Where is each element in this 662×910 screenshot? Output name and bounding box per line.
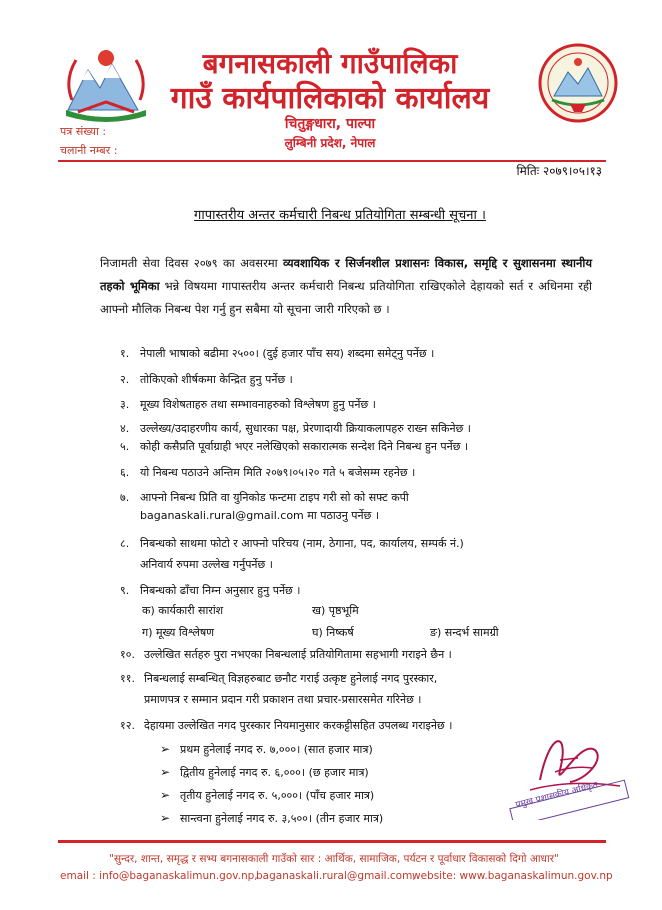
stamp-text: प्रमुख प्रशासकीय अधिकृत bbox=[514, 780, 600, 811]
condition-number: ६. bbox=[120, 466, 130, 479]
office-name: गाउँ कार्यपालिकाको कार्यालय bbox=[170, 81, 490, 116]
notice-title: गापास्तरीय अन्तर कर्मचारी निबन्ध प्रतियोगिता सम्बन्धी सूचना । bbox=[194, 208, 486, 223]
condition-text: कोही कसैप्रति पूर्वाग्राही भएर नलेखिएको सकारात्मक सन्देश दिने निबन्ध हुन पर्नेछ । bbox=[140, 440, 469, 453]
condition-text: मूख्य विशेषताहरु तथा सम्भावनाहरुको विश्लेषण हुनु पर्नेछ । bbox=[140, 398, 376, 411]
prize-item: सान्त्वना हुनेलाई नगद रु. ३,५००। (तीन हजार मात्र) bbox=[180, 812, 384, 825]
footer-motto: "सुन्दर, शान्त, समृद्ध र सभ्य बगनासकाली गाउँको सार : आर्थिक, सामाजिक, पर्यटन र पूर्वाधार विकासको दिगो आधार" bbox=[109, 853, 559, 865]
condition-text: निबन्धको ढाँचा निम्न अनुसार हुनु पर्नेछ । bbox=[140, 584, 301, 597]
condition-text: उल्लेखित सर्तहरु पुरा नभएका निबन्धलाई प्रतियोगितामा सहभागी गराइने छैन । bbox=[144, 648, 452, 661]
condition-text: निबन्धको साथमा फोटो र आफ्नो परिचय (नाम, ठेगाना, पद, कार्यालय, सम्पर्क नं.) bbox=[140, 537, 464, 550]
prize-item: प्रथम हुनेलाई नगद रु. ७,०००। (सात हजार मात्र) bbox=[180, 743, 373, 756]
condition-text: तोकिएको शीर्षकमा केन्द्रित हुनु पर्नेछ । bbox=[140, 373, 293, 386]
notice-intro: निजामती सेवा दिवस २०७९ का अवसरमा व्यवशायिक र सिर्जनशील प्रशासनः विकास, समृद्दि र सुशासनमा स्थानीय तहको भूमिका भन्ने विषयमा गापास्तरीय अन्तर कर्मचारी निबन्ध प्रतियोगिता राखिएकोले देहायको सर्त र अधिनमा रही आफ्नो मौलिक निबन्ध पेश गर्नु हुन सबैमा यो सूचना जारी गरिएको छ । bbox=[100, 256, 592, 316]
condition-text: यो निबन्ध पठाउने अन्तिम मिति २०७९।०५।२० गते ५ बजेसम्म रहनेछ । bbox=[140, 466, 416, 479]
condition-text-continued: baganaskali.rural@gmail.com मा पठाउनु पर्नेछ । bbox=[140, 509, 380, 522]
condition-number: ९. bbox=[120, 584, 130, 597]
issue-date: मितिः २०७९।०५।१३ bbox=[516, 164, 602, 178]
arrow-bullet-icon: ➢ bbox=[160, 765, 171, 779]
condition-number: ७. bbox=[120, 491, 130, 504]
condition-text: आफ्नो निबन्ध प्रिति वा युनिकोड फन्टमा टाइप गरी सो को सफ्ट कपी bbox=[140, 491, 409, 504]
condition-text: देहायमा उल्लेखित नगद पुरस्कार नियमानुसार करकट्टीसहित उपलब्ध गराइनेछ । bbox=[144, 719, 453, 732]
prize-item: द्वितीय हुनेलाई नगद रु. ६,०००। (छ हजार मात्र) bbox=[180, 766, 369, 779]
condition-number: १. bbox=[120, 347, 130, 360]
condition-text-continued: अनिवार्य रुपमा उल्लेख गर्नुपर्नेछ । bbox=[140, 558, 273, 571]
arrow-bullet-icon: ➢ bbox=[160, 811, 171, 825]
condition-text: नेपाली भाषाको बढीमा २५००। (दुई हजार पाँच सय) शब्दमा समेट्नु पर्नेछ । bbox=[140, 347, 435, 360]
reference-number-label: पत्र संख्या : bbox=[60, 125, 107, 138]
condition-text-continued: प्रमाणपत्र र सम्मान प्रदान गरी प्रकाशन तथा प्रचार-प्रसारसमेत गरिनेछ । bbox=[144, 693, 422, 706]
condition-number: १०. bbox=[120, 648, 135, 661]
condition-number: ८. bbox=[120, 537, 130, 550]
condition-number: ११. bbox=[120, 672, 135, 685]
municipality-logo-icon bbox=[530, 40, 626, 126]
format-item: ख) पृष्ठभूमि bbox=[312, 604, 359, 617]
format-item: क) कार्यकारी सारांश bbox=[142, 604, 224, 617]
condition-number: १२. bbox=[120, 719, 135, 732]
address-line-1: चितुङ्गधारा, पाल्पा bbox=[284, 116, 376, 132]
municipality-name: बगनासकाली गाउँपालिका bbox=[202, 47, 458, 80]
arrow-bullet-icon: ➢ bbox=[160, 788, 171, 802]
footer-divider bbox=[58, 840, 606, 843]
address-line-2: लुम्बिनी प्रदेश, नेपाल bbox=[284, 136, 376, 150]
condition-number: ४. bbox=[120, 422, 130, 435]
condition-number: ५. bbox=[120, 440, 130, 453]
essay-topic: व्यवशायिक र सिर्जनशील प्रशासनः विकास, समृद्दि र सुशासनमा स्थानीय तहको भूमिका bbox=[100, 256, 592, 293]
footer-email-official[interactable]: email : info@baganaskalimun.gov.np, bbox=[60, 870, 258, 882]
format-item: ग) मूख्य विश्लेषण bbox=[142, 626, 215, 639]
condition-text: निबन्धलाई सम्बन्धित् विज्ञहरुबाट छनौट गराई उत्कृष्ट हुनेलाई नगद पुरस्कार, bbox=[144, 672, 438, 685]
arrow-bullet-icon: ➢ bbox=[160, 742, 171, 756]
condition-text: उल्लेख्य/उदाहरणीय कार्य, सुधारका पक्ष, प्रेरणादायी क्रियाकलापहरु राख्न सकिनेछ । bbox=[140, 422, 471, 435]
dispatch-number-label: चलानी नम्बर : bbox=[60, 144, 118, 157]
format-item: घ) निष्कर्ष bbox=[312, 626, 354, 639]
condition-number: ३. bbox=[120, 398, 130, 411]
footer-website[interactable]: website: www.baganaskalimun.gov.np bbox=[412, 870, 613, 882]
prize-item: तृतीय हुनेलाई नगद रु. ५,०००। (पाँच हजार मात्र) bbox=[180, 789, 375, 802]
format-item: ङ) सन्दर्भ सामग्री bbox=[430, 626, 499, 639]
footer-email-gmail[interactable]: baganaskali.rural@gmail.com, bbox=[256, 870, 416, 882]
condition-number: २. bbox=[120, 373, 130, 386]
